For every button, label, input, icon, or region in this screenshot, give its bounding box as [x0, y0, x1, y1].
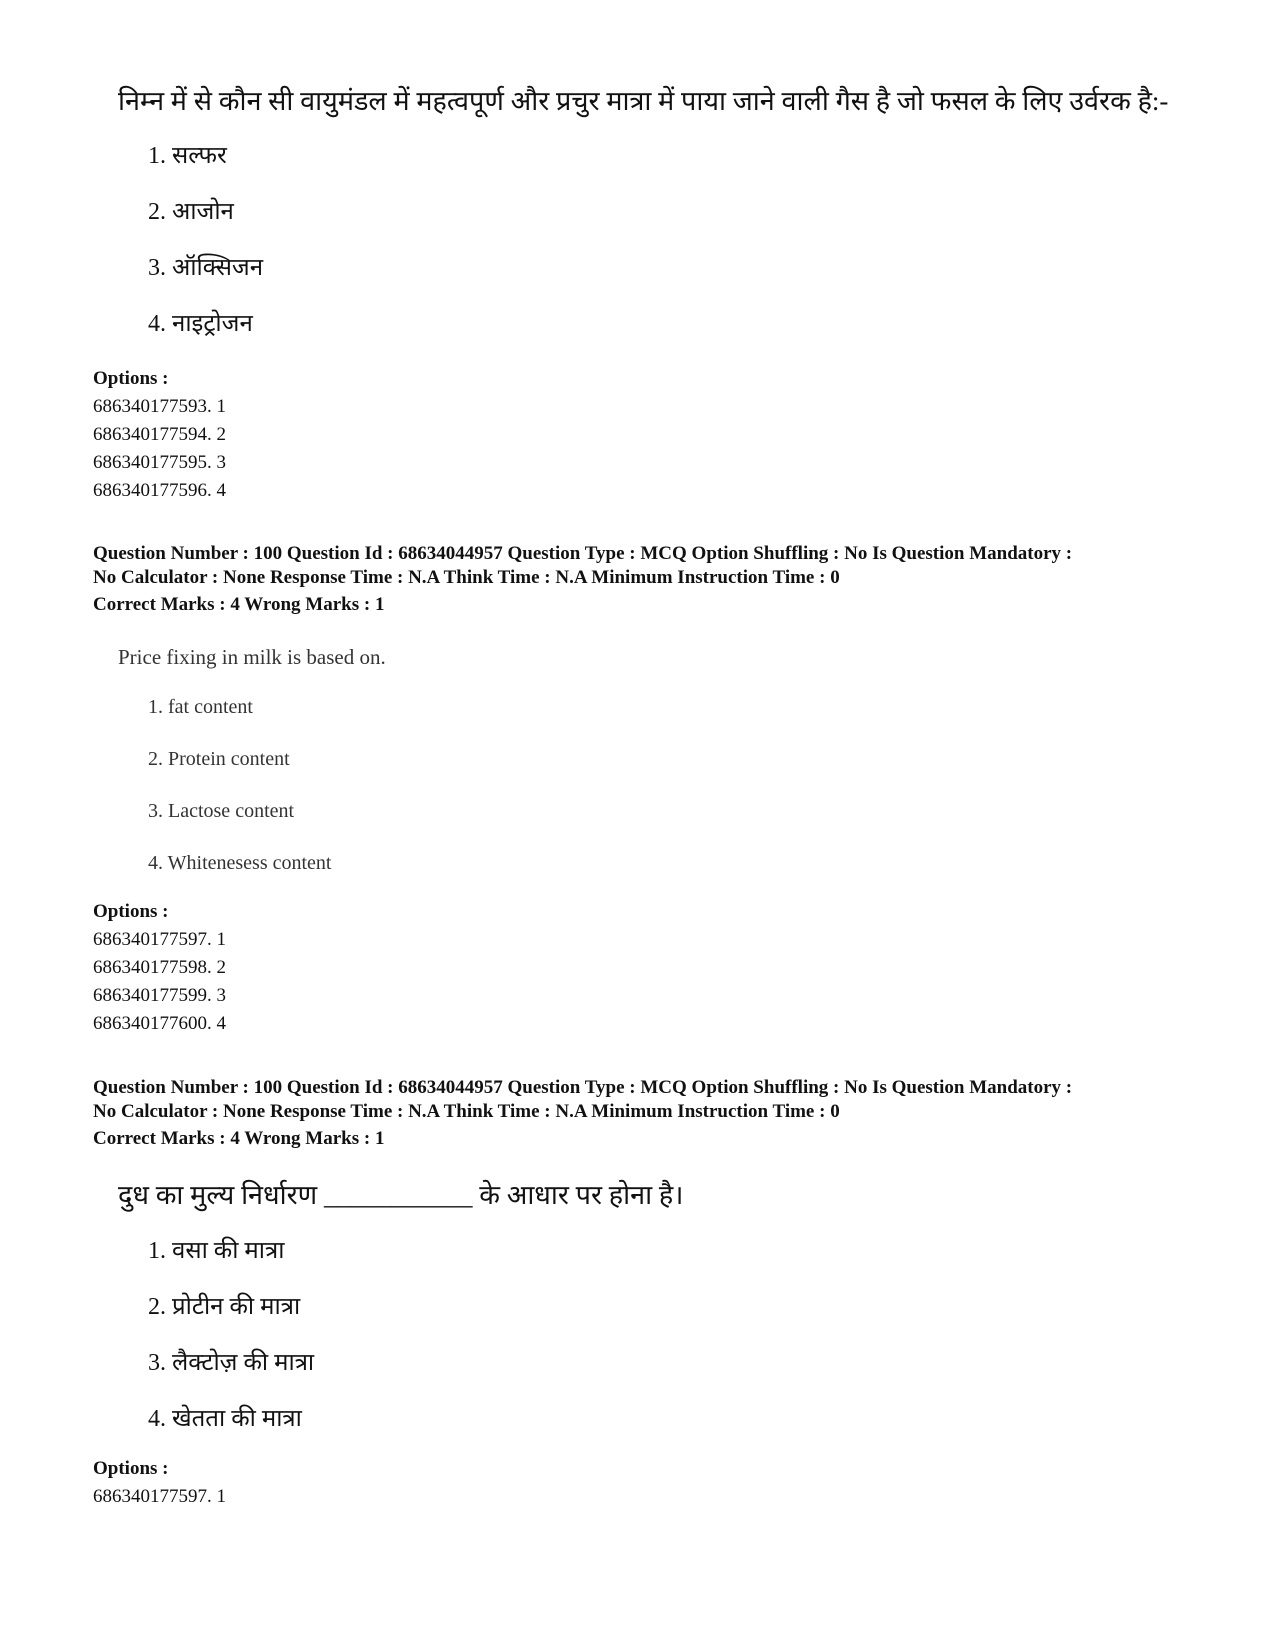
choice-1: 1. वसा की मात्रा: [148, 1238, 285, 1264]
question-meta: [93, 542, 1203, 590]
option-id: 686340177598. 2: [93, 957, 226, 978]
option-id: 686340177597. 1: [93, 929, 226, 950]
option-id: 686340177593. 1: [93, 396, 226, 417]
choice-4: 4. खेतता की मात्रा: [148, 1406, 302, 1432]
question-text-hindi-1: निम्न में से कौन सी वायुमंडल में महत्वपूर्ण और प्रचुर मात्रा में पाया जाने वाली गैस है जो फसल के लिए उर्वरक है:-: [118, 86, 1169, 116]
meta-line-1: Question Number : 100 Question Id : 68634044957 Question Type : MCQ Option Shuffling : No Is Question Mandatory :: [93, 543, 1073, 564]
choice-4: 4. नाइट्रोजन: [148, 311, 253, 337]
option-id: 686340177595. 3: [93, 452, 226, 473]
choice-2: 2. Protein content: [148, 748, 290, 770]
options-label: Options :: [93, 901, 169, 922]
choice-1: 1. fat content: [148, 696, 253, 718]
choice-3: 3. लैक्टोज़ की मात्रा: [148, 1350, 315, 1376]
option-id: 686340177594. 2: [93, 424, 226, 445]
choice-3: 3. ऑक्सिजन: [148, 255, 264, 281]
marks-line: Correct Marks : 4 Wrong Marks : 1: [93, 1128, 385, 1149]
meta-line-2: No Calculator : None Response Time : N.A Think Time : N.A Minimum Instruction Time : 0: [93, 1101, 840, 1122]
options-label: Options :: [93, 1458, 169, 1479]
option-id: 686340177596. 4: [93, 480, 226, 501]
meta-line-2: No Calculator : None Response Time : N.A Think Time : N.A Minimum Instruction Time : 0: [93, 567, 840, 588]
question-meta: [93, 1076, 1203, 1124]
meta-line-1: Question Number : 100 Question Id : 68634044957 Question Type : MCQ Option Shuffling : No Is Question Mandatory :: [93, 1077, 1073, 1098]
options-label: Options :: [93, 368, 169, 389]
question-text-english: Price fixing in milk is based on.: [118, 645, 386, 669]
option-id: 686340177599. 3: [93, 985, 226, 1006]
choice-2: 2. आजोन: [148, 199, 234, 225]
choice-2: 2. प्रोटीन की मात्रा: [148, 1294, 301, 1320]
option-id: 686340177597. 1: [93, 1486, 226, 1507]
question-text-hindi-2: दुध का मुल्य निर्धारण ___________ के आधार पर होना है।: [118, 1180, 684, 1210]
choice-4: 4. Whitenesess content: [148, 852, 332, 874]
option-id: 686340177600. 4: [93, 1013, 226, 1034]
choice-3: 3. Lactose content: [148, 800, 295, 822]
choice-1: 1. सल्फर: [148, 143, 227, 169]
marks-line: Correct Marks : 4 Wrong Marks : 1: [93, 594, 385, 615]
